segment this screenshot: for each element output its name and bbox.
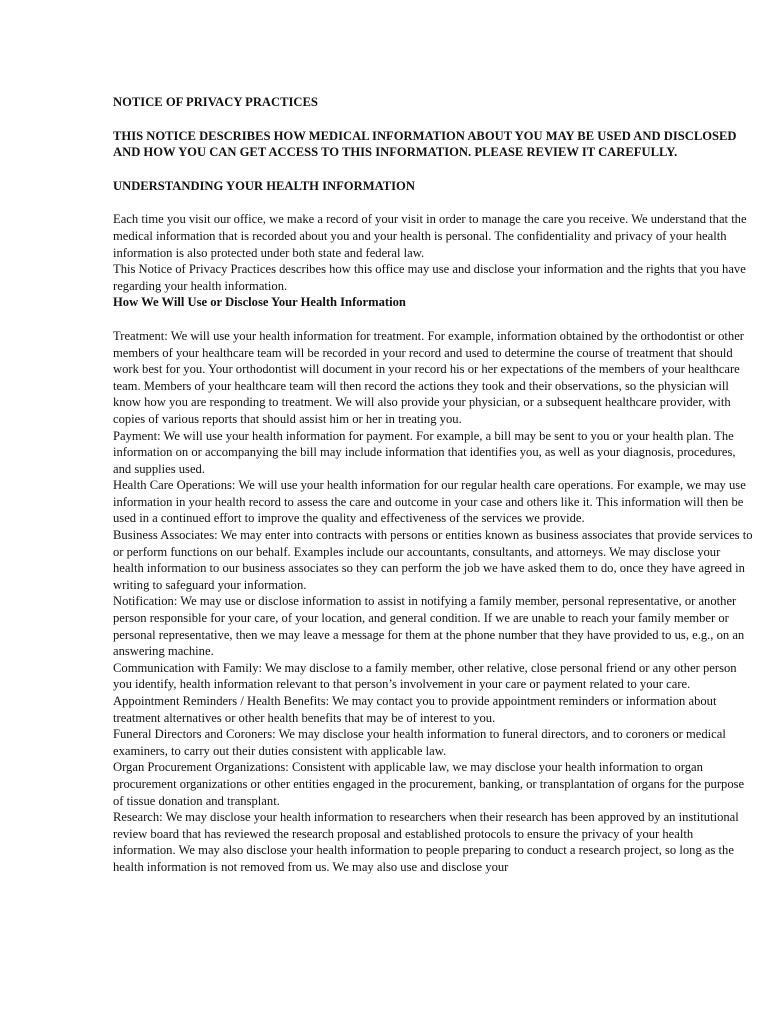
notice-statement: THIS NOTICE DESCRIBES HOW MEDICAL INFORMATION ABOUT YOU MAY BE USED AND DISCLOSED AND HOW YOU CAN GET ACCESS TO THIS INFORMATION. PLEASE REVIEW IT CAREFULLY. [113,128,737,160]
paragraph-communication-with-family: Communication with Family: We may disclose to a family member, other relative, close personal friend or any other person you identify, health information relevant to that person’s involvement in your care or payment related to your care. [113,660,737,692]
intro-paragraph: Each time you visit our office, we make a record of your visit in order to manage the care you receive. We understand that the medical information that is recorded about you and your health is personal. The confidentiality and privacy of your health information is also protected under both state and federal law. [113,212,747,260]
paragraph-funeral-directors: Funeral Directors and Coroners: We may disclose your health information to funeral directors, and to coroners or medical examiners, to carry out their duties consistent with applicable law. [113,727,726,758]
paragraph-payment: Payment: We will use your health information for payment. For example, a bill may be sent to you or your health plan. The information on or accompanying the bill may include information that identifies you, as well as your diagnosis, procedures, and supplies used. [113,428,736,476]
section-heading: UNDERSTANDING YOUR HEALTH INFORMATION [113,178,415,193]
subheading-uses-disclosures: How We Will Use or Disclose Your Health Information [113,295,406,310]
document-page [113,94,753,876]
paragraph-organ-procurement: Organ Procurement Organizations: Consistent with applicable law, we may disclose your health information to organ procurement organizations or other entities engaged in the procurement, banking, or transplantation of organs for the purpose of tissue donation and transplant. [113,760,745,808]
intro-paragraph: This Notice of Privacy Practices describes how this office may use and disclose your information and the rights that you have regarding your health information. [113,262,746,293]
paragraph-appointment-reminders: Appointment Reminders / Health Benefits: We may contact you to provide appointment reminders or information about treatment alternatives or other health benefits that may be of interest to you. [113,694,717,725]
document-title: NOTICE OF PRIVACY PRACTICES [113,95,318,109]
paragraph-business-associates: Business Associates: We may enter into contracts with persons or entities known as business associates that provide services to or perform functions on our behalf. Examples include our accountants, consultants, and attorneys. We may disclose your health information to our business associates so they can perform the job we have asked them to do, once they have agreed in writing to safeguard your information. [113,528,753,592]
paragraph-research: Research: We may disclose your health information to researchers when their research has been approved by an institutional review board that has reviewed the research proposal and established protocols to ensure the privacy of your health information. We may also disclose your health information to people preparing to conduct a research project, so long as the health information is not removed from us. We may also use and disclose your [113,810,739,874]
paragraph-treatment: Treatment: We will use your health information for treatment. For example, information obtained by the orthodontist or other members of your healthcare team will be recorded in your record and used to determine the course of treatment that should work best for you. Your orthodontist will document in your record his or her expectations of the members of your healthcare team. Members of your healthcare team will then record the actions they took and their observations, so the physician will know how you are responding to treatment. We will also provide your physician, or a subsequent healthcare provider, with copies of various reports that should assist him or her in treating you. [113,328,744,426]
paragraph-notification: Notification: We may use or disclose information to assist in notifying a family member, personal representative, or another person responsible for your care, of your location, and general condition. If we are unable to reach your family member or personal representative, then we may leave a message for them at the phone number that they have provided to us, e.g., on an answering machine. [113,594,745,659]
paragraph-health-care-operations: Health Care Operations: We will use your health information for our regular health care operations. For example, we may use information in your health record to assess the care and outcome in your case and others like it. This information will then be used in a continued effort to improve the quality and effectiveness of the services we provide. [113,478,746,526]
